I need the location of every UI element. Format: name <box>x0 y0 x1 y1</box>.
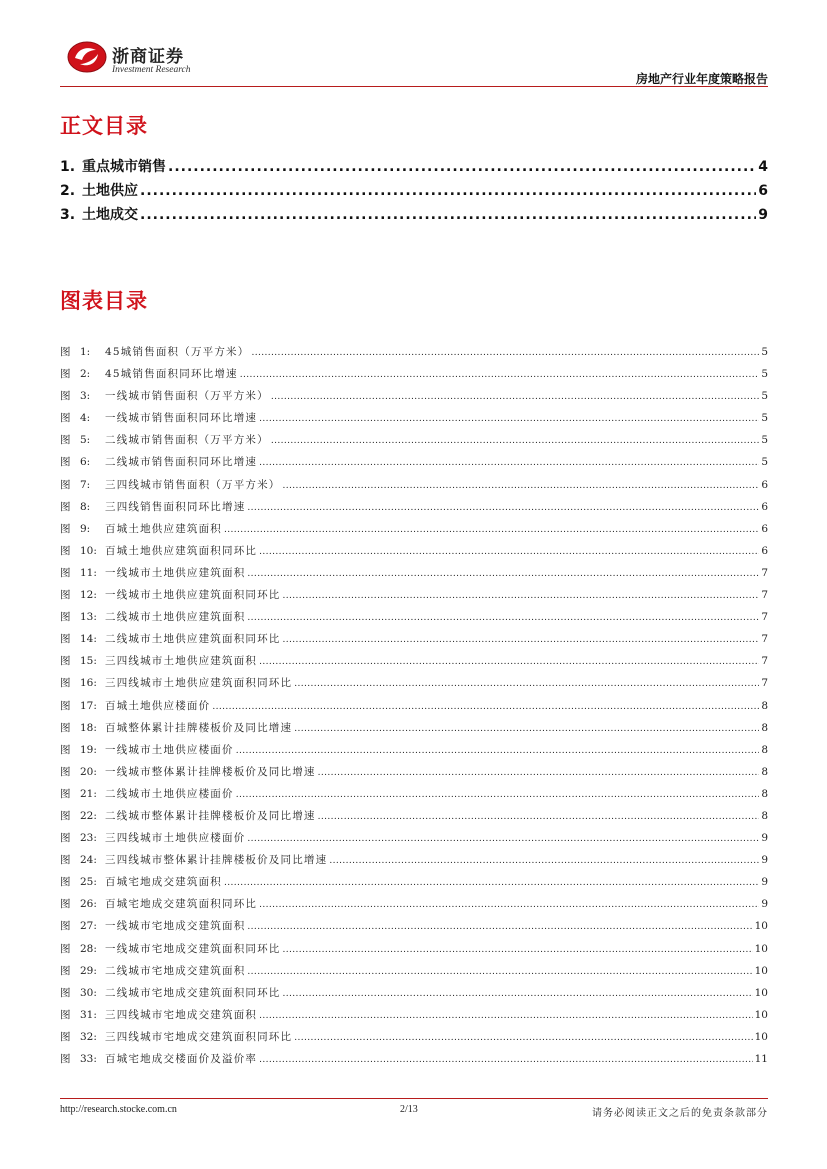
figure-entry[interactable] <box>60 698 768 720</box>
figure-entry-prefix: 图 <box>60 765 71 778</box>
figure-entry-prefix: 图 <box>60 854 71 867</box>
figure-entry-page: 5 <box>761 390 768 403</box>
figure-entry-prefix: 图 <box>60 1030 71 1043</box>
figure-entry[interactable] <box>60 896 768 918</box>
figure-entry-number: 11: <box>80 566 97 579</box>
dot-leader <box>247 611 759 623</box>
figure-entry-label: 百城土地供应建筑面积同环比 <box>105 544 258 557</box>
figure-entry-label: 二线城市销售面积（万平方米） <box>105 434 269 447</box>
toc-entry-page: 6 <box>758 183 768 199</box>
figure-entry-page: 5 <box>761 434 768 447</box>
figure-entry-number: 16: <box>80 677 97 690</box>
figure-entry-prefix: 图 <box>60 832 71 845</box>
dot-leader <box>283 633 760 645</box>
figure-entry-label: 二线城市宅地成交建筑面积 <box>105 964 246 977</box>
figure-entry-page: 8 <box>761 721 768 734</box>
dot-leader <box>318 810 760 822</box>
dot-leader <box>247 832 759 844</box>
figure-entry-prefix: 图 <box>60 699 71 712</box>
figure-entry[interactable] <box>60 344 768 366</box>
dot-leader <box>294 677 759 689</box>
figure-entry-number: 22: <box>80 809 97 822</box>
logo-text-en: Investment Research <box>112 65 191 75</box>
figure-entry-number: 4: <box>80 412 91 425</box>
figure-entry-page: 5 <box>761 368 768 381</box>
figure-entry[interactable] <box>60 410 768 432</box>
figure-entry-page: 9 <box>761 832 768 845</box>
figure-entry-prefix: 图 <box>60 611 71 624</box>
toc-entry[interactable] <box>60 156 768 180</box>
figure-entry-prefix: 图 <box>60 500 71 513</box>
figure-entry-label: 百城土地供应建筑面积 <box>105 522 222 535</box>
figure-entry-prefix: 图 <box>60 368 71 381</box>
figure-entry-prefix: 图 <box>60 898 71 911</box>
figure-entry[interactable] <box>60 653 768 675</box>
dot-leader <box>259 1009 753 1021</box>
figure-entry-page: 6 <box>761 478 768 491</box>
figure-entry-prefix: 图 <box>60 478 71 491</box>
figure-entry-number: 28: <box>80 942 97 955</box>
dot-leader <box>283 943 753 955</box>
figure-entry-page: 6 <box>761 544 768 557</box>
figure-entry[interactable] <box>60 1051 768 1073</box>
figure-entry-page: 7 <box>761 589 768 602</box>
figure-entry-prefix: 图 <box>60 1053 71 1065</box>
toc-title: 正文目录 <box>60 114 148 138</box>
toc-entry-page: 9 <box>758 207 768 223</box>
figure-entry-page: 5 <box>761 456 768 469</box>
dot-leader <box>212 700 759 712</box>
report-title: 房地产行业年度策略报告 <box>635 72 768 86</box>
dot-leader <box>318 766 760 778</box>
figure-entry[interactable] <box>60 1007 768 1029</box>
toc-entry-label: 土地成交 <box>82 207 138 223</box>
dot-leader <box>259 412 759 424</box>
figure-entry-label: 三四线城市土地供应建筑面积 <box>105 655 258 668</box>
figure-entry[interactable] <box>60 521 768 543</box>
figure-entry-number: 32: <box>80 1030 97 1043</box>
figure-entry-number: 25: <box>80 876 97 889</box>
figure-entry-number: 3: <box>80 390 91 403</box>
figure-entry-page: 10 <box>754 1008 768 1021</box>
figure-entry-number: 14: <box>80 633 97 646</box>
dot-leader <box>247 567 759 579</box>
figure-entry-prefix: 图 <box>60 677 71 690</box>
figure-entry-number: 30: <box>80 986 97 999</box>
logo-text-cn: 浙商证券 <box>112 47 184 67</box>
figure-entry[interactable] <box>60 808 768 830</box>
figure-entry-prefix: 图 <box>60 920 71 933</box>
figure-entry[interactable] <box>60 565 768 587</box>
figure-entry-label: 一线城市销售面积同环比增速 <box>105 412 258 425</box>
figure-entry-page: 10 <box>754 942 768 955</box>
figure-entry-prefix: 图 <box>60 522 71 535</box>
figure-entry-label: 45城销售面积同环比增速 <box>105 368 238 381</box>
figure-entry-page: 7 <box>761 611 768 624</box>
toc-entry-label: 重点城市销售 <box>82 159 166 175</box>
figure-entry-label: 三四线城市宅地成交建筑面积同环比 <box>105 1030 293 1043</box>
figure-entry-number: 7: <box>80 478 91 491</box>
figure-entry[interactable] <box>60 454 768 476</box>
figure-entry-prefix: 图 <box>60 876 71 889</box>
figure-entry[interactable] <box>60 985 768 1007</box>
dot-leader <box>224 876 759 888</box>
dot-leader <box>259 545 759 557</box>
figure-entry-page: 10 <box>754 920 768 933</box>
figure-entry[interactable] <box>60 388 768 410</box>
figure-entry-prefix: 图 <box>60 964 71 977</box>
dot-leader <box>283 589 760 601</box>
figure-entry-label: 二线城市土地供应楼面价 <box>105 787 234 800</box>
figure-entry-label: 三四线城市宅地成交建筑面积 <box>105 1008 258 1021</box>
figure-entry[interactable] <box>60 1029 768 1051</box>
table-of-contents <box>60 156 768 228</box>
dot-leader <box>259 456 759 468</box>
toc-entry[interactable] <box>60 204 768 228</box>
figure-entry-page: 9 <box>761 854 768 867</box>
figure-entry-page: 6 <box>761 522 768 535</box>
figure-entry-label: 百城宅地成交建筑面积 <box>105 876 222 889</box>
figure-entry-label: 一线城市宅地成交建筑面积 <box>105 920 246 933</box>
figure-entry-page: 8 <box>761 787 768 800</box>
figure-entry-number: 26: <box>80 898 97 911</box>
figure-entry-label: 一线城市土地供应楼面价 <box>105 743 234 756</box>
list-of-figures <box>60 344 768 1073</box>
figure-entry-page: 9 <box>761 898 768 911</box>
figure-entry-label: 三四线销售面积同环比增速 <box>105 500 246 513</box>
figure-entry-number: 2: <box>80 368 91 381</box>
figure-entry[interactable] <box>60 786 768 808</box>
figure-entry-label: 三四线城市整体累计挂牌楼板价及同比增速 <box>105 854 328 867</box>
figure-entry-label: 一线城市整体累计挂牌楼板价及同比增速 <box>105 765 316 778</box>
figure-entry[interactable] <box>60 543 768 565</box>
figure-entry-label: 一线城市土地供应建筑面积同环比 <box>105 589 281 602</box>
page-footer <box>60 1104 768 1120</box>
figure-entry-number: 18: <box>80 721 97 734</box>
figure-entry-number: 33: <box>80 1053 97 1065</box>
figure-entry-prefix: 图 <box>60 721 71 734</box>
toc-entry-number: 3. <box>60 207 76 223</box>
figure-entry-label: 一线城市土地供应建筑面积 <box>105 566 246 579</box>
figure-entry-label: 一线城市宅地成交建筑面积同环比 <box>105 942 281 955</box>
page-number: 2/13 <box>400 1104 418 1115</box>
figure-entry-prefix: 图 <box>60 1008 71 1021</box>
figure-entry-number: 6: <box>80 456 91 469</box>
dot-leader <box>329 854 759 866</box>
figure-entry-prefix: 图 <box>60 633 71 646</box>
dot-leader <box>283 479 760 491</box>
figure-entry-page: 7 <box>761 677 768 690</box>
figure-entry-page: 10 <box>754 1030 768 1043</box>
figure-entry-page: 7 <box>761 655 768 668</box>
toc-entry[interactable] <box>60 180 768 204</box>
dot-leader <box>251 346 759 358</box>
figure-entry-prefix: 图 <box>60 544 71 557</box>
dot-leader <box>259 655 759 667</box>
figure-entry-prefix: 图 <box>60 809 71 822</box>
figure-entry-label: 百城宅地成交建筑面积同环比 <box>105 898 258 911</box>
figure-entry-label: 百城土地供应楼面价 <box>105 699 211 712</box>
dot-leader <box>247 920 752 932</box>
figure-entry-number: 10: <box>80 544 97 557</box>
list-of-figures-title: 图表目录 <box>60 289 148 313</box>
disclaimer-note: 请务必阅读正文之后的免责条款部分 <box>592 1108 768 1119</box>
header-divider <box>60 86 768 87</box>
figure-entry-number: 5: <box>80 434 91 447</box>
toc-entry-label: 土地供应 <box>82 183 138 199</box>
figure-entry[interactable] <box>60 742 768 764</box>
figure-entry[interactable] <box>60 587 768 609</box>
figure-entry[interactable] <box>60 499 768 521</box>
dot-leader <box>271 434 760 446</box>
figure-entry-prefix: 图 <box>60 743 71 756</box>
figure-entry-label: 二线城市销售面积同环比增速 <box>105 456 258 469</box>
figure-entry-label: 三四线城市土地供应楼面价 <box>105 832 246 845</box>
figure-entry-page: 11 <box>754 1053 768 1065</box>
figure-entry-number: 27: <box>80 920 97 933</box>
figure-entry-number: 15: <box>80 655 97 668</box>
figure-entry[interactable] <box>60 720 768 742</box>
footer-url[interactable]: http://research.stocke.com.cn <box>60 1104 177 1115</box>
figure-entry-prefix: 图 <box>60 412 71 425</box>
figure-entry-prefix: 图 <box>60 942 71 955</box>
figure-entry-page: 10 <box>754 964 768 977</box>
figure-entry[interactable] <box>60 852 768 874</box>
figure-entry[interactable] <box>60 609 768 631</box>
figure-entry-prefix: 图 <box>60 589 71 602</box>
figure-entry[interactable] <box>60 874 768 896</box>
figure-entry-number: 9: <box>80 522 91 535</box>
page-header <box>60 36 768 88</box>
figure-entry-number: 12: <box>80 589 97 602</box>
figure-entry[interactable] <box>60 432 768 454</box>
figure-entry[interactable] <box>60 764 768 786</box>
dot-leader <box>259 898 759 910</box>
figure-entry-number: 29: <box>80 964 97 977</box>
figure-entry-page: 8 <box>761 699 768 712</box>
figure-entry-number: 13: <box>80 611 97 624</box>
figure-entry-prefix: 图 <box>60 456 71 469</box>
figure-entry-page: 9 <box>761 876 768 889</box>
figure-entry-label: 二线城市土地供应建筑面积同环比 <box>105 633 281 646</box>
figure-entry-label: 百城整体累计挂牌楼板价及同比增速 <box>105 721 293 734</box>
dot-leader <box>259 1053 753 1065</box>
dot-leader <box>236 788 760 800</box>
toc-entry-page: 4 <box>758 159 768 175</box>
dot-leader <box>247 501 759 513</box>
figure-entry[interactable] <box>60 366 768 388</box>
figure-entry-number: 19: <box>80 743 97 756</box>
figure-entry-label: 一线城市销售面积（万平方米） <box>105 390 269 403</box>
dot-leader <box>294 1031 752 1043</box>
figure-entry-page: 7 <box>761 566 768 579</box>
dot-leader <box>271 390 760 402</box>
figure-entry-prefix: 图 <box>60 986 71 999</box>
dot-leader <box>240 368 760 380</box>
figure-entry[interactable] <box>60 918 768 940</box>
figure-entry-page: 5 <box>761 346 768 358</box>
company-logo-icon <box>66 38 108 74</box>
figure-entry-page: 10 <box>754 986 768 999</box>
figure-entry-page: 8 <box>761 809 768 822</box>
figure-entry-prefix: 图 <box>60 655 71 668</box>
toc-entry-number: 2. <box>60 183 76 199</box>
figure-entry[interactable] <box>60 675 768 697</box>
figure-entry-number: 20: <box>80 765 97 778</box>
figure-entry-prefix: 图 <box>60 434 71 447</box>
footer-divider <box>60 1098 768 1099</box>
figure-entry-number: 17: <box>80 699 97 712</box>
dot-leader <box>236 744 760 756</box>
figure-entry-page: 7 <box>761 633 768 646</box>
figure-entry-number: 24: <box>80 854 97 867</box>
figure-entry-label: 二线城市宅地成交建筑面积同环比 <box>105 986 281 999</box>
figure-entry-page: 6 <box>761 500 768 513</box>
figure-entry-prefix: 图 <box>60 787 71 800</box>
figure-entry-label: 二线城市土地供应建筑面积 <box>105 611 246 624</box>
dot-leader <box>224 523 759 535</box>
figure-entry[interactable] <box>60 830 768 852</box>
toc-entry-number: 1. <box>60 159 76 175</box>
dot-leader <box>168 159 756 175</box>
figure-entry-label: 百城宅地成交楼面价及溢价率 <box>105 1053 258 1065</box>
dot-leader <box>294 722 759 734</box>
figure-entry-page: 5 <box>761 412 768 425</box>
figure-entry[interactable] <box>60 963 768 985</box>
figure-entry-number: 1: <box>80 346 91 358</box>
dot-leader <box>247 965 752 977</box>
figure-entry-label: 三四线城市土地供应建筑面积同环比 <box>105 677 293 690</box>
figure-entry-prefix: 图 <box>60 346 71 358</box>
figure-entry-number: 31: <box>80 1008 97 1021</box>
dot-leader <box>140 207 756 223</box>
figure-entry[interactable] <box>60 477 768 499</box>
figure-entry-prefix: 图 <box>60 566 71 579</box>
figure-entry-label: 45城销售面积（万平方米） <box>105 346 250 358</box>
figure-entry-number: 8: <box>80 500 91 513</box>
dot-leader <box>140 183 756 199</box>
figure-entry-number: 21: <box>80 787 97 800</box>
figure-entry-label: 二线城市整体累计挂牌楼板价及同比增速 <box>105 809 316 822</box>
figure-entry-number: 23: <box>80 832 97 845</box>
figure-entry-label: 三四线城市销售面积（万平方米） <box>105 478 281 491</box>
figure-entry-page: 8 <box>761 743 768 756</box>
figure-entry[interactable] <box>60 631 768 653</box>
figure-entry-prefix: 图 <box>60 390 71 403</box>
dot-leader <box>283 987 753 999</box>
figure-entry-page: 8 <box>761 765 768 778</box>
figure-entry[interactable] <box>60 941 768 963</box>
